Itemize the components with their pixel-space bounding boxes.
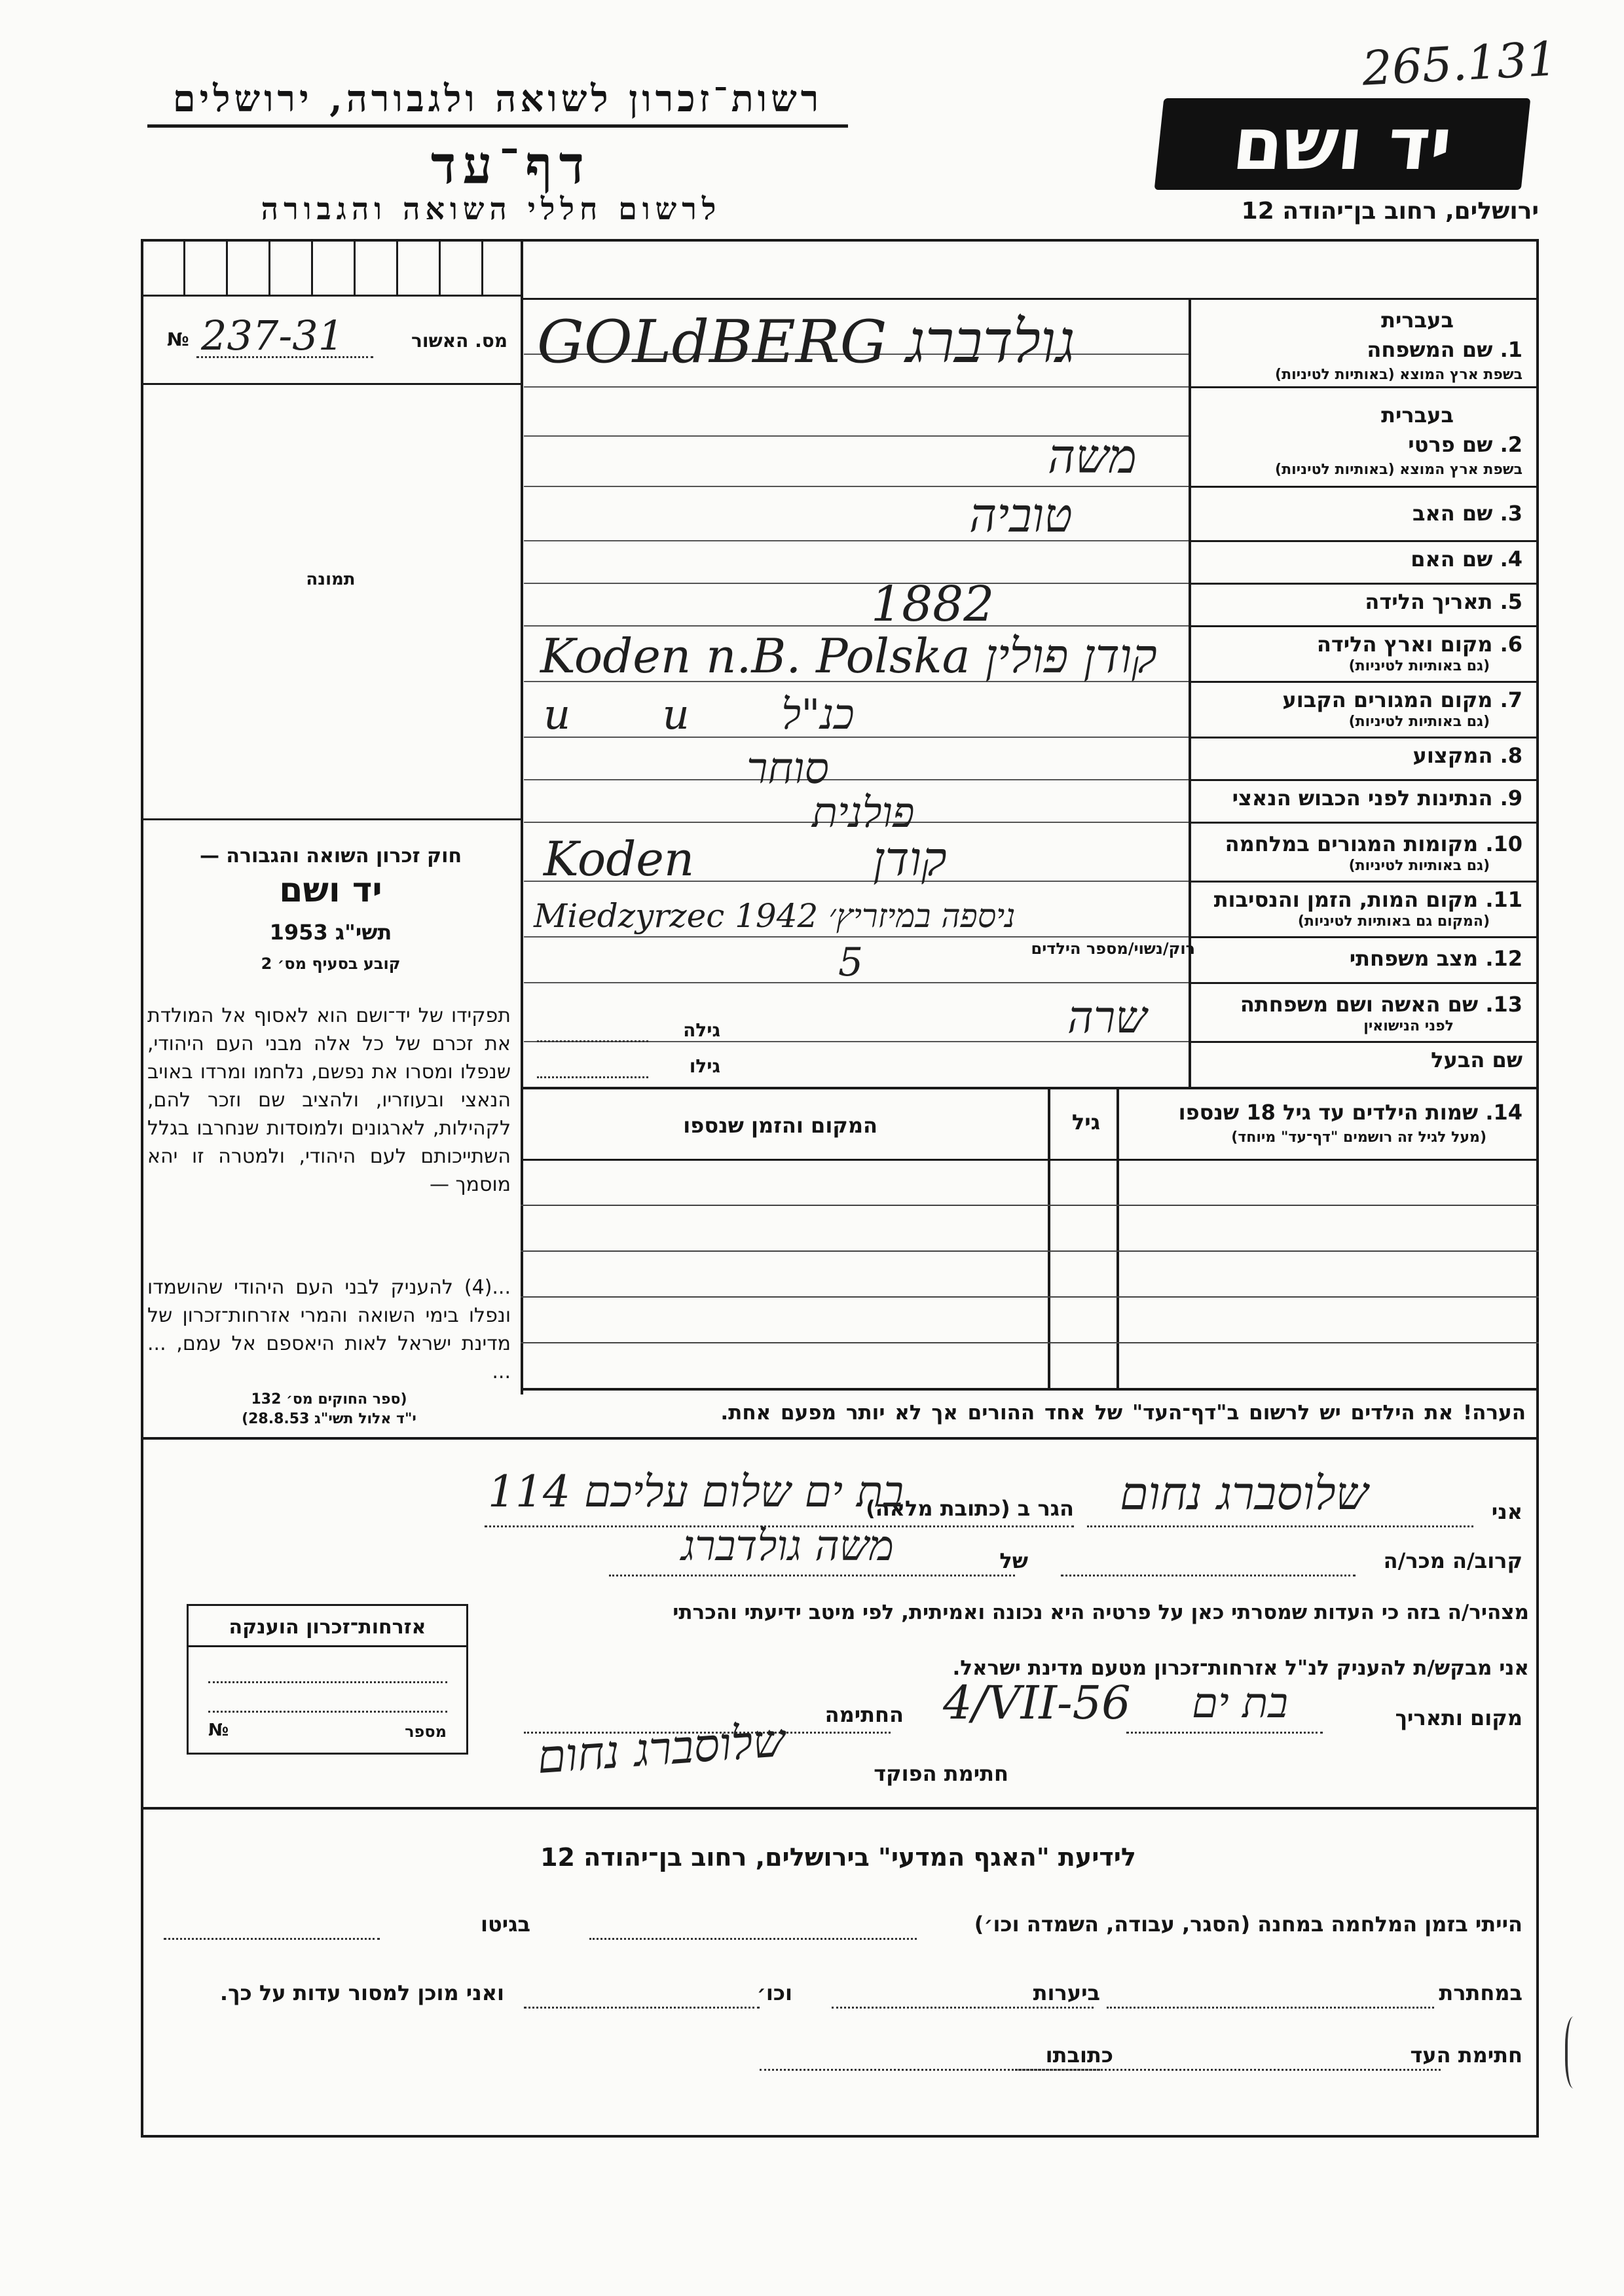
- children-row-line: [521, 1250, 1539, 1252]
- row-sep: [1189, 681, 1539, 683]
- guide-line: [524, 625, 1189, 627]
- margin-mark: [1565, 2016, 1586, 2088]
- footer-etc: וכו׳: [756, 1980, 792, 2005]
- footer-forests: ביערות: [1033, 1980, 1100, 2005]
- row-sep: [1189, 982, 1539, 984]
- decl-official-label: חתימת הפוקד: [874, 1761, 1008, 1786]
- cell-divider: [183, 239, 185, 295]
- field-3-value: טוביה: [969, 488, 1073, 543]
- top-band-line: [521, 298, 1539, 300]
- decl-i: אני: [1491, 1499, 1522, 1524]
- hebrew-tag-1: בעברית: [1381, 308, 1454, 333]
- decl-place-date-label: מקום ותאריך: [1395, 1705, 1522, 1730]
- children-top: [521, 1087, 1539, 1089]
- field-6-value: Koden n.B. Polska קודן פולין: [540, 629, 1157, 683]
- cell-divider: [439, 239, 441, 295]
- cell-divider: [354, 239, 356, 295]
- field-9-value: פולנית: [812, 789, 915, 837]
- field-7-label: 7. מקום המגורים הקבוע: [1282, 687, 1522, 712]
- citizenship-title-rule: [189, 1645, 466, 1647]
- citizenship-box: [187, 1604, 468, 1755]
- row-sep: [1189, 1041, 1539, 1043]
- husband-label: שם הבעל: [1431, 1048, 1522, 1072]
- field-13-value: שרה: [1067, 992, 1147, 1044]
- footer-ghetto: בגיטו: [481, 1912, 530, 1937]
- law-ref-1: (ספר החוקים מס׳ 132: [251, 1391, 407, 1408]
- field-6-sub: (גם באותיות לטיניות): [1348, 658, 1490, 674]
- children-row-line: [521, 1342, 1539, 1343]
- guide-line: [524, 386, 1189, 388]
- guide-line: [524, 583, 1189, 584]
- children-title: 14. שמות הילדים עד גיל 18 שנספו: [1178, 1100, 1522, 1125]
- field-1-label: 1. שם המשפחה: [1367, 337, 1522, 362]
- law-name: יד ושם: [279, 871, 382, 910]
- left-column-divider: [521, 239, 523, 1394]
- row-sep: [1189, 936, 1539, 938]
- logo-text: יד ושם: [1228, 102, 1456, 186]
- label-column-divider: [1189, 298, 1191, 1087]
- decl-signature: שלוסברג נחום: [535, 1713, 787, 1785]
- cell-divider: [396, 239, 398, 295]
- field-7-sub: (גם באותיות לטיניות): [1348, 714, 1490, 730]
- footer-title: לידיעת "האגף המדעי" בירושלים, רחוב בן־יהודה 12: [540, 1843, 1136, 1872]
- wife-age-label: גילה: [683, 1019, 720, 1041]
- row-sep: [1189, 822, 1539, 824]
- law-text-2: ...(4) להעניק לבני העם היהודי שהושמדו ונפלו בימי השואה והמרי אזרחות־זכרון של מדינת ישראל לאות היאספם אל עמם, ... ...: [147, 1276, 511, 1383]
- top-cells-bottom: [141, 295, 521, 297]
- footer-underground: במחתרת: [1439, 1980, 1522, 2005]
- row-sep: [1189, 779, 1539, 781]
- field-2-value: משה: [1048, 429, 1137, 484]
- children-header-bottom: [521, 1159, 1539, 1161]
- photo-label: תמונה: [306, 570, 356, 589]
- row-sep: [1189, 583, 1539, 585]
- citizenship-no-label: מספר: [405, 1722, 447, 1741]
- hebrew-tag-2: בעברית: [1381, 403, 1454, 428]
- wife-age-field: [537, 1018, 720, 1044]
- form-title: דף־עד: [430, 134, 591, 196]
- row-sep: [1189, 540, 1539, 542]
- citizenship-title: אזרחות־זכרון הוענקה: [229, 1616, 426, 1639]
- decl-request: אני מבקש/ת להעניק לנ"ל אזרחות־זכרון מטעם מדינת ישראל.: [952, 1656, 1529, 1680]
- field-10-label: 10. מקומות המגורים במלחמה: [1225, 831, 1522, 856]
- field-12-label: 12. מצב משפחתי: [1349, 946, 1522, 971]
- children-row-line: [521, 1205, 1539, 1206]
- law-clause: קובע בסעיף מס׳ 2: [261, 955, 401, 973]
- field-2-sub: בשפת ארץ המוצא (באותיות לטיניות): [1275, 462, 1522, 478]
- field-12-inline-label: רוק/נשוי/מספר הילדים: [1031, 939, 1195, 958]
- field-13-sub: לפני הנישואין: [1363, 1018, 1454, 1034]
- approval-prefix: №: [167, 329, 189, 350]
- decl-relative: קרוב/ה מכר/ה: [1383, 1548, 1522, 1573]
- field-9-label: 9. הנתינות לפני הכבוש הנאצי: [1232, 786, 1522, 811]
- field-11-label: 11. מקום המות, הזמן והנסיבות: [1213, 887, 1522, 912]
- field-11-value: Miedzyrzec 1942 ניספה במיזריץ׳: [534, 897, 1016, 935]
- decl-address: בת ים שלום עליכם 114: [488, 1467, 904, 1517]
- declaration-bottom: [141, 1807, 1539, 1810]
- cell-divider: [226, 239, 228, 295]
- archive-number: 265.131: [1361, 31, 1559, 96]
- law-text-1: תפקידו של יד־ושם הוא לאסוף אל המולדת את זכרם של כל אלה מבני העם היהודי, שנפלו ומסרו את נפשם, נלחמו ומרדו באויב הנאצי ובעוזריו, ולהציב שם וזכר להם, לקהילות, לארגונים ולמוסדות שנחרבו בגלל השתייכותם לעם היהודי, ולמטרה זו יהא מוסמך —: [147, 1004, 511, 1196]
- row-sep: [1189, 625, 1539, 627]
- field-1-sub: בשפת ארץ המוצא (באותיות לטיניות): [1275, 367, 1522, 383]
- approval-number-value: 237-31: [201, 312, 344, 359]
- form-subtitle: לרשום חללי השואה והגבורה: [261, 191, 722, 227]
- address: ירושלים, רחוב בן־יהודה 12: [1241, 198, 1539, 225]
- field-2-label: 2. שם פרטי: [1408, 432, 1522, 457]
- cell-divider: [311, 239, 313, 295]
- yad-vashem-logo: [1154, 98, 1531, 190]
- footer-address: כתובתו: [1045, 2043, 1113, 2068]
- photo-bottom: [141, 818, 521, 820]
- field-3-label: 3. שם האב: [1412, 501, 1522, 526]
- field-5-label: 5. תאריך הלידה: [1365, 589, 1522, 614]
- field-11-sub: (המקום גם באותיות לטיניות): [1297, 913, 1490, 930]
- field-13-label: 13. שם האשה ושם משפחתה: [1240, 992, 1522, 1017]
- approval-label: מס. האשור: [411, 330, 507, 352]
- guide-line: [524, 936, 1189, 938]
- decl-place: בת ים: [1192, 1679, 1288, 1728]
- field-8-label: 8. המקצוע: [1412, 743, 1522, 768]
- cell-divider: [481, 239, 483, 295]
- note-bottom: [141, 1437, 1539, 1440]
- citizenship-no-prefix: №: [208, 1721, 229, 1740]
- field-6-label: 6. מקום וארץ הלידה: [1316, 632, 1522, 657]
- children-col-place: המקום והזמן שנספו: [683, 1113, 877, 1138]
- footer-testify: ואני מוכן למסור עדות על כך.: [219, 1980, 504, 2005]
- children-row-line: [521, 1296, 1539, 1298]
- field-4-label: 4. שם האם: [1411, 547, 1522, 572]
- footer-witness-signature: חתימת העד: [1410, 2043, 1522, 2068]
- decl-date: 4/VII-56: [943, 1676, 1131, 1730]
- decl-name: שלוסברג נחום: [1120, 1467, 1369, 1520]
- row-sep: [1189, 486, 1539, 488]
- field-12-value: 5: [838, 939, 864, 985]
- decl-statement: מצהיר/ה בזה כי העדות שמסרתי כאן על פרטיה היא נכונה ואמיתית, לפי מיטב ידיעתי והכרתי: [673, 1601, 1529, 1624]
- field-10-value: Koden קודן: [544, 831, 947, 886]
- institution-line: רשות־זכרון לשואה ולגבורה, ירושלים: [172, 77, 823, 120]
- guide-line: [524, 779, 1189, 780]
- guide-line: [524, 486, 1189, 487]
- header-underline: [147, 124, 848, 128]
- law-ref-2: י"ד אלול תשי"ג 28.8.53): [242, 1411, 416, 1427]
- row-sep: [1189, 386, 1539, 388]
- children-subtitle: (מעל לגיל זה רושמים "דף־עד" מיוחד): [1231, 1129, 1486, 1146]
- footer-camp: הייתי בזמן המלחמה במחנה (הסגר, עבודה, השמדה וכו׳): [974, 1912, 1522, 1937]
- photo-top: [141, 383, 521, 385]
- field-8-value: סוחר: [747, 743, 829, 793]
- field-1-value: GOLdBERG גולדברג: [537, 308, 1075, 376]
- field-10-sub: (גם באותיות לטיניות): [1348, 858, 1490, 874]
- children-col-age: גיל: [1071, 1110, 1100, 1135]
- approval-number-field: [167, 312, 507, 360]
- husband-age-field: [537, 1054, 720, 1080]
- guide-line: [524, 540, 1189, 541]
- row-sep: [1189, 881, 1539, 883]
- decl-resides: הגר ב (כתובת מלאה): [866, 1496, 1074, 1521]
- law-year: תשי"ג 1953: [269, 920, 392, 945]
- field-5-value: 1882: [871, 576, 995, 632]
- husband-age-label: גילו: [689, 1055, 720, 1077]
- row-sep: [1189, 737, 1539, 738]
- law-title: חוק זכרון השואה והגבורה —: [199, 845, 462, 867]
- children-note: הערה! את הילדים יש לרשום ב"דף־העד" של אחד ההורים אך לא יותר מפעם אחת.: [720, 1401, 1526, 1425]
- cell-divider: [268, 239, 270, 295]
- children-bottom: [521, 1388, 1539, 1391]
- field-7-value: u u כנ"ל: [544, 691, 855, 739]
- decl-of-value: משה גולדברג: [681, 1522, 894, 1571]
- decl-signature-label: החתימה: [824, 1702, 904, 1727]
- decl-of: של: [999, 1548, 1028, 1573]
